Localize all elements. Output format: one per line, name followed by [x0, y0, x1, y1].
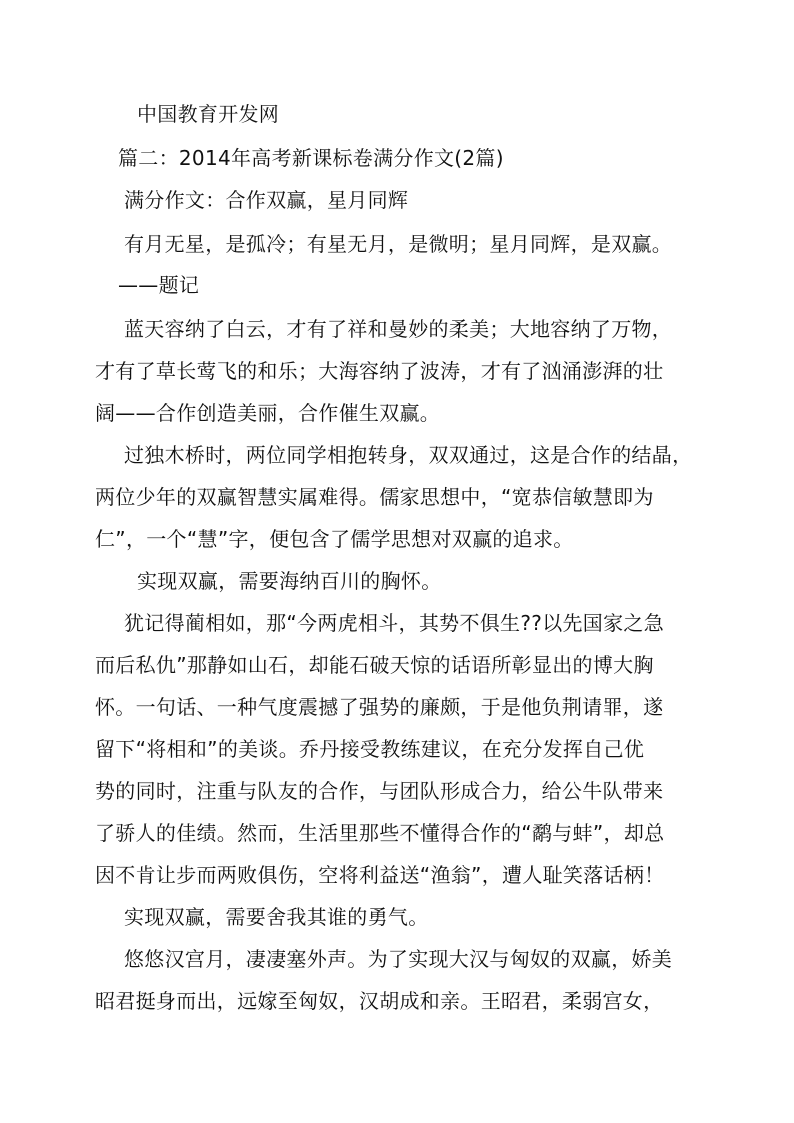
paragraph-line: 两位少年的双赢智慧实属难得。儒家思想中，“宽恭信敏慧即为: [95, 485, 654, 509]
epigraph: 有月无星，是孤冷；有星无月，是微明；星月同辉，是双赢。: [124, 232, 673, 256]
paragraph-line: 阔——合作创造美丽，合作催生双赢。: [95, 401, 441, 425]
paragraph-line: 留下“将相和”的美谈。乔丹接受教练建议，在充分发挥自己优: [95, 737, 645, 761]
paragraph-line: 仁”，一个“慧”字，便包含了儒学思想对双赢的追求。: [95, 527, 574, 551]
paragraph-line: 怀。一句话、一种气度震撼了强势的廉颇，于是他负荆请罪，遂: [95, 695, 664, 719]
paragraph-line: 蓝天容纳了白云，才有了祥和曼妙的柔美；大地容纳了万物，: [124, 317, 673, 341]
paragraph-line: 犹记得蔺相如，那“今两虎相斗，其势不俱生??以先国家之急: [124, 611, 664, 635]
paragraph-line: 悠悠汉宫月，凄凄塞外声。为了实现大汉与匈奴的双赢，娇美: [124, 947, 673, 971]
paragraph-line: 因不肯让步而两败俱伤，空将利益送“渔翁”，遭人耻笑落话柄！: [95, 863, 665, 887]
paragraph-line: 才有了草长莺飞的和乐；大海容纳了波涛，才有了汹涌澎湃的壮: [95, 359, 664, 383]
paragraph-line: 实现双赢，需要海纳百川的胸怀。: [137, 569, 442, 593]
paragraph-line: 实现双赢，需要舍我其谁的勇气。: [124, 905, 429, 929]
paragraph-line: 了骄人的佳绩。然而，生活里那些不懂得合作的“鹬与蚌”，却总: [95, 821, 665, 845]
paragraph-line: 而后私仇”那静如山石，却能石破天惊的话语所彰显出的博大胸: [95, 653, 654, 677]
essay-title: 满分作文：合作双赢，星月同辉: [124, 188, 409, 212]
site-name: 中国教育开发网: [137, 102, 280, 126]
article-heading: 篇二：2014年高考新课标卷满分作文(2篇): [118, 146, 504, 170]
paragraph-line: 过独木桥时，两位同学相抱转身，双双通过，这是合作的结晶，: [124, 443, 693, 467]
paragraph-line: 势的同时，注重与队友的合作，与团队形成合力，给公牛队带来: [95, 779, 664, 803]
epigraph-attribution: ——题记: [118, 273, 200, 297]
paragraph-line: 昭君挺身而出，远嫁至匈奴，汉胡成和亲。王昭君，柔弱宫女，: [95, 989, 664, 1013]
